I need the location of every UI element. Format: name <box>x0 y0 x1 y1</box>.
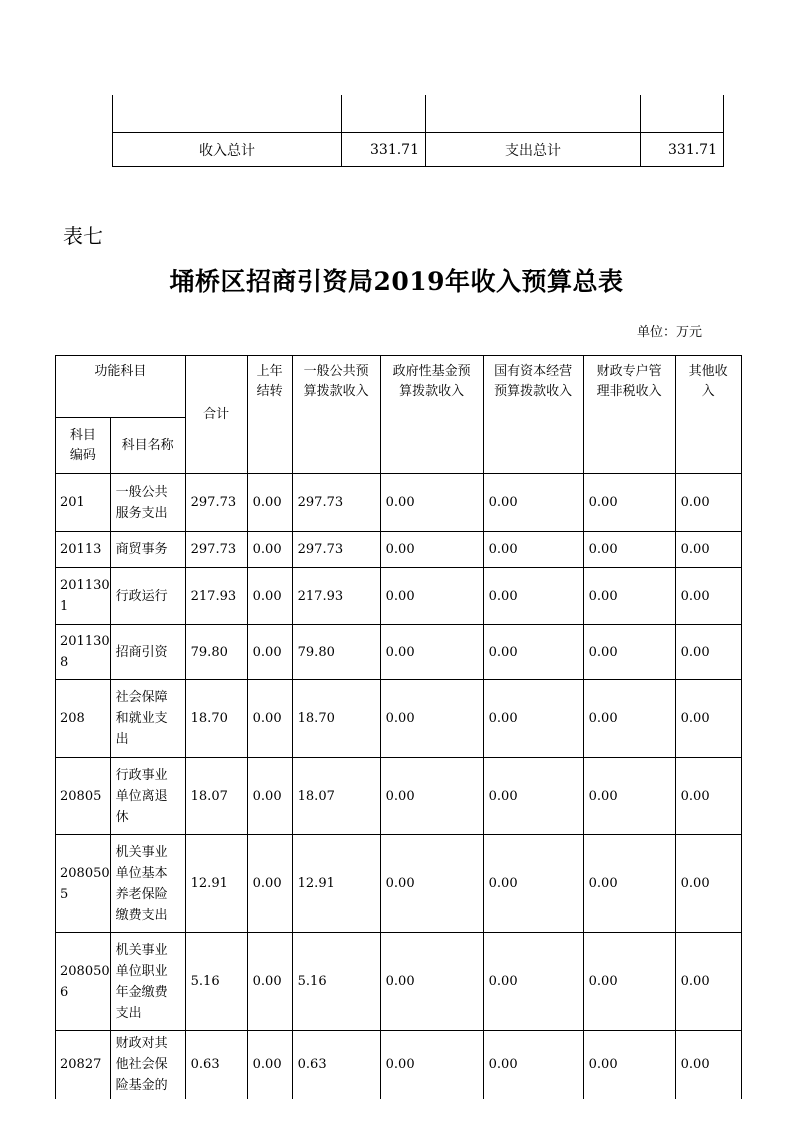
subject-name-line: 他社会保 <box>115 1057 168 1073</box>
header-line: 科目 <box>69 427 96 443</box>
table-body <box>56 474 742 1099</box>
other-income-cell: 0.00 <box>675 532 741 568</box>
header-line: 国有资本经营 <box>494 364 573 379</box>
general-budget-cell: 5.16 <box>292 933 380 1031</box>
carryover-cell: 0.00 <box>247 933 292 1031</box>
subject-name-line: 单位职业 <box>115 963 168 979</box>
subject-code-line: 201130 <box>60 578 110 593</box>
subject-name-line: 险基金的 <box>115 1078 168 1094</box>
subject-name-line: 单位基本 <box>115 865 168 881</box>
table-row <box>56 835 742 933</box>
other-income-cell: 0.00 <box>675 625 741 680</box>
capital-budget-cell: 0.00 <box>483 474 583 532</box>
subject-name-cell <box>110 933 185 1031</box>
income-total-value: 331.71 <box>342 133 426 167</box>
subject-name-cell <box>110 474 185 532</box>
fund-budget-cell: 0.00 <box>380 625 483 680</box>
general-budget-cell: 0.63 <box>292 1031 380 1099</box>
subject-code-cell <box>56 568 111 625</box>
total-cell: 297.73 <box>185 532 247 568</box>
other-income-cell: 0.00 <box>675 758 741 835</box>
subject-code-line: 1 <box>60 599 69 614</box>
previous-table-tail <box>112 95 724 167</box>
header-line: 编码 <box>69 447 96 463</box>
other-income-cell: 0.00 <box>675 680 741 758</box>
subject-code-cell <box>56 758 111 835</box>
special-fiscal-cell: 0.00 <box>583 625 675 680</box>
carryover-cell: 0.00 <box>247 1031 292 1099</box>
subject-code-cell <box>56 835 111 933</box>
subject-code-line: 20805 <box>60 788 102 804</box>
table-row <box>56 758 742 835</box>
header-line: 一般公共预 <box>303 364 369 379</box>
subject-code-cell <box>56 532 111 568</box>
carryover-cell: 0.00 <box>247 625 292 680</box>
header-state-capital <box>483 356 583 474</box>
header-carryover <box>247 356 292 474</box>
carryover-cell: 0.00 <box>247 835 292 933</box>
subject-name-line: 机关事业 <box>115 844 168 860</box>
fund-budget-cell: 0.00 <box>380 568 483 625</box>
page-title: 埇桥区招商引资局2019年收入预算总表 <box>169 267 624 296</box>
capital-budget-cell: 0.00 <box>483 933 583 1031</box>
general-budget-cell: 18.70 <box>292 680 380 758</box>
other-income-cell: 0.00 <box>675 568 741 625</box>
header-line: 预算拨款收入 <box>494 384 573 399</box>
income-budget-table <box>55 355 742 1099</box>
header-line: 入 <box>701 384 715 399</box>
subject-name-cell <box>110 758 185 835</box>
general-budget-cell: 79.80 <box>292 625 380 680</box>
special-fiscal-cell: 0.00 <box>583 568 675 625</box>
subject-code-line: 20113 <box>60 542 102 557</box>
table-row <box>56 568 742 625</box>
header-line: 上年 <box>256 364 283 379</box>
income-total-label: 收入总计 <box>113 133 342 167</box>
subject-name-cell <box>110 568 185 625</box>
header-government-fund <box>380 356 483 474</box>
total-cell: 297.73 <box>185 474 247 532</box>
unit-label: 单位：万元 <box>637 325 703 340</box>
other-income-cell: 0.00 <box>675 933 741 1031</box>
subject-name-line: 缴费支出 <box>115 907 168 923</box>
subject-code-line: 201130 <box>60 634 110 649</box>
subject-name-line: 财政对其 <box>115 1036 168 1052</box>
header-row <box>56 356 742 418</box>
header-line: 政府性基金预 <box>392 364 471 379</box>
subject-code-line: 5 <box>60 886 69 902</box>
special-fiscal-cell: 0.00 <box>583 474 675 532</box>
subject-code-line: 8 <box>60 655 69 670</box>
subject-code-line: 208050 <box>60 865 110 881</box>
other-income-cell: 0.00 <box>675 1031 741 1099</box>
total-cell: 0.63 <box>185 1031 247 1099</box>
subject-name-line: 社会保障 <box>115 690 168 705</box>
carryover-cell: 0.00 <box>247 680 292 758</box>
table-number: 表七 <box>63 224 103 248</box>
capital-budget-cell: 0.00 <box>483 532 583 568</box>
carryover-cell: 0.00 <box>247 532 292 568</box>
table-row <box>56 680 742 758</box>
subject-code-line: 20827 <box>60 1057 102 1073</box>
empty-cell <box>342 95 426 133</box>
table-row <box>56 933 742 1031</box>
subject-name-line: 单位离退 <box>115 788 168 804</box>
empty-cell <box>113 95 342 133</box>
general-budget-cell: 297.73 <box>292 474 380 532</box>
table-row <box>56 1031 742 1099</box>
header-line: 财政专户管 <box>596 364 662 379</box>
header-subject-name: 科目名称 <box>110 418 185 474</box>
fund-budget-cell: 0.00 <box>380 680 483 758</box>
capital-budget-cell: 0.00 <box>483 568 583 625</box>
total-cell: 12.91 <box>185 835 247 933</box>
general-budget-cell: 12.91 <box>292 835 380 933</box>
capital-budget-cell: 0.00 <box>483 1031 583 1099</box>
capital-budget-cell: 0.00 <box>483 835 583 933</box>
fund-budget-cell: 0.00 <box>380 532 483 568</box>
subject-name-line: 招商引资 <box>115 644 168 660</box>
carryover-cell: 0.00 <box>247 568 292 625</box>
subject-name-line: 年金缴费 <box>115 984 168 1000</box>
subject-code-cell <box>56 474 111 532</box>
total-cell: 18.70 <box>185 680 247 758</box>
header-line: 算拨款收入 <box>399 384 465 399</box>
general-budget-cell: 297.73 <box>292 532 380 568</box>
carryover-cell: 0.00 <box>247 758 292 835</box>
special-fiscal-cell: 0.00 <box>583 1031 675 1099</box>
header-line: 结转 <box>256 384 283 399</box>
header-special-fiscal <box>583 356 675 474</box>
subject-name-cell <box>110 532 185 568</box>
subject-name-line: 支出 <box>115 1005 142 1021</box>
fund-budget-cell: 0.00 <box>380 933 483 1031</box>
other-income-cell: 0.00 <box>675 474 741 532</box>
header-line: 其他收 <box>688 364 728 379</box>
capital-budget-cell: 0.00 <box>483 625 583 680</box>
total-cell: 79.80 <box>185 625 247 680</box>
subject-name-cell <box>110 625 185 680</box>
subject-name-line: 出 <box>115 732 129 747</box>
subject-code-cell <box>56 1031 111 1099</box>
subject-name-line: 养老保险 <box>115 886 168 902</box>
header-functional-subject: 功能科目 <box>56 356 186 418</box>
subject-code-line: 208050 <box>60 963 110 979</box>
total-cell: 18.07 <box>185 758 247 835</box>
subject-code-line: 201 <box>60 495 85 510</box>
subject-code-cell <box>56 680 111 758</box>
subject-name-line: 休 <box>115 809 129 825</box>
expense-total-value: 331.71 <box>641 133 724 167</box>
total-cell: 217.93 <box>185 568 247 625</box>
subject-name-cell <box>110 1031 185 1099</box>
table-row <box>113 95 724 133</box>
header-line: 理非税收入 <box>596 384 662 399</box>
header-total: 合计 <box>185 356 247 474</box>
special-fiscal-cell: 0.00 <box>583 680 675 758</box>
header-general-public-budget <box>292 356 380 474</box>
subject-name-line: 行政运行 <box>115 588 168 604</box>
fund-budget-cell: 0.00 <box>380 1031 483 1099</box>
empty-cell <box>641 95 724 133</box>
table-row <box>56 532 742 568</box>
subject-name-line: 一般公共 <box>115 484 168 500</box>
subject-name-line: 机关事业 <box>115 942 168 958</box>
fund-budget-cell: 0.00 <box>380 474 483 532</box>
subject-name-line: 商贸事务 <box>115 542 168 557</box>
header-other-income <box>675 356 741 474</box>
carryover-cell: 0.00 <box>247 474 292 532</box>
subject-name-cell <box>110 680 185 758</box>
subject-name-line: 和就业支 <box>115 711 168 726</box>
subject-code-cell <box>56 933 111 1031</box>
subject-code-cell <box>56 625 111 680</box>
table-row <box>56 474 742 532</box>
fund-budget-cell: 0.00 <box>380 758 483 835</box>
header-line: 算拨款收入 <box>303 384 369 399</box>
capital-budget-cell: 0.00 <box>483 758 583 835</box>
other-income-cell: 0.00 <box>675 835 741 933</box>
totals-row <box>113 133 724 167</box>
subject-name-cell <box>110 835 185 933</box>
special-fiscal-cell: 0.00 <box>583 933 675 1031</box>
subject-code-line: 208 <box>60 711 85 726</box>
expense-total-label: 支出总计 <box>426 133 641 167</box>
subject-name-line: 服务支出 <box>115 505 168 521</box>
capital-budget-cell: 0.00 <box>483 680 583 758</box>
subject-name-line: 行政事业 <box>115 767 168 783</box>
general-budget-cell: 217.93 <box>292 568 380 625</box>
empty-cell <box>426 95 641 133</box>
general-budget-cell: 18.07 <box>292 758 380 835</box>
special-fiscal-cell: 0.00 <box>583 758 675 835</box>
fund-budget-cell: 0.00 <box>380 835 483 933</box>
table-row <box>56 625 742 680</box>
subject-code-line: 6 <box>60 984 69 1000</box>
total-cell: 5.16 <box>185 933 247 1031</box>
header-subject-code <box>56 418 111 474</box>
special-fiscal-cell: 0.00 <box>583 532 675 568</box>
special-fiscal-cell: 0.00 <box>583 835 675 933</box>
